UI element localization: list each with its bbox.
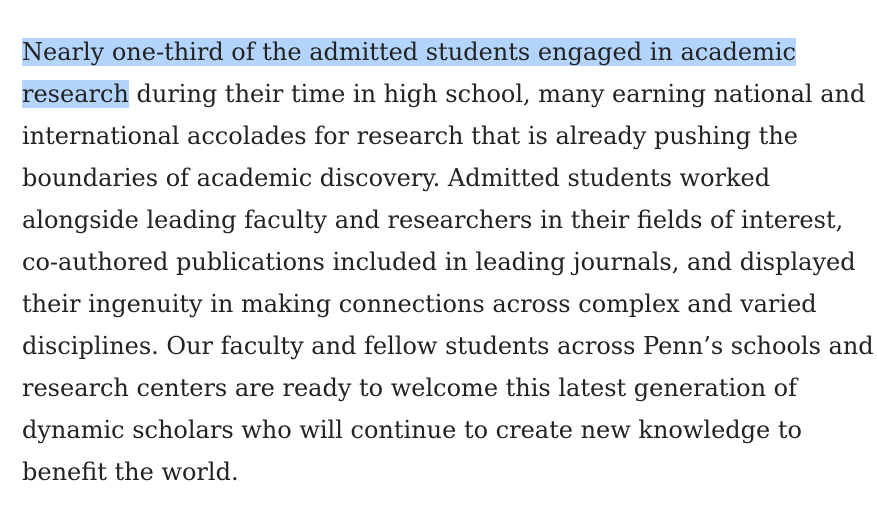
selected-text[interactable]: research: [22, 80, 129, 108]
selected-text[interactable]: Nearly one-third of the admitted students engaged in academic: [22, 38, 796, 66]
paragraph-line-9: research centers are ready to welcome this latest generation of: [22, 374, 797, 402]
paragraph-line-10: dynamic scholars who will continue to create new knowledge to: [22, 416, 802, 444]
article-paragraph[interactable]: [22, 31, 874, 493]
paragraph-line-7: their ingenuity in making connections across complex and varied: [22, 290, 817, 318]
paragraph-line-4: boundaries of academic discovery. Admitted students worked: [22, 164, 771, 192]
paragraph-line-2: [22, 73, 866, 115]
line-text: during their time in high school, many earning national and: [128, 80, 866, 108]
paragraph-line-11: benefit the world.: [22, 458, 239, 486]
paragraph-line-6: co-authored publications included in leading journals, and displayed: [22, 248, 856, 276]
paragraph-line-1: [22, 31, 862, 73]
paragraph-line-3: international accolades for research that is already pushing the: [22, 122, 798, 150]
paragraph-line-5: alongside leading faculty and researchers in their fields of interest,: [22, 206, 844, 234]
paragraph-line-8: disciplines. Our faculty and fellow students across Penn’s schools and: [22, 332, 874, 360]
